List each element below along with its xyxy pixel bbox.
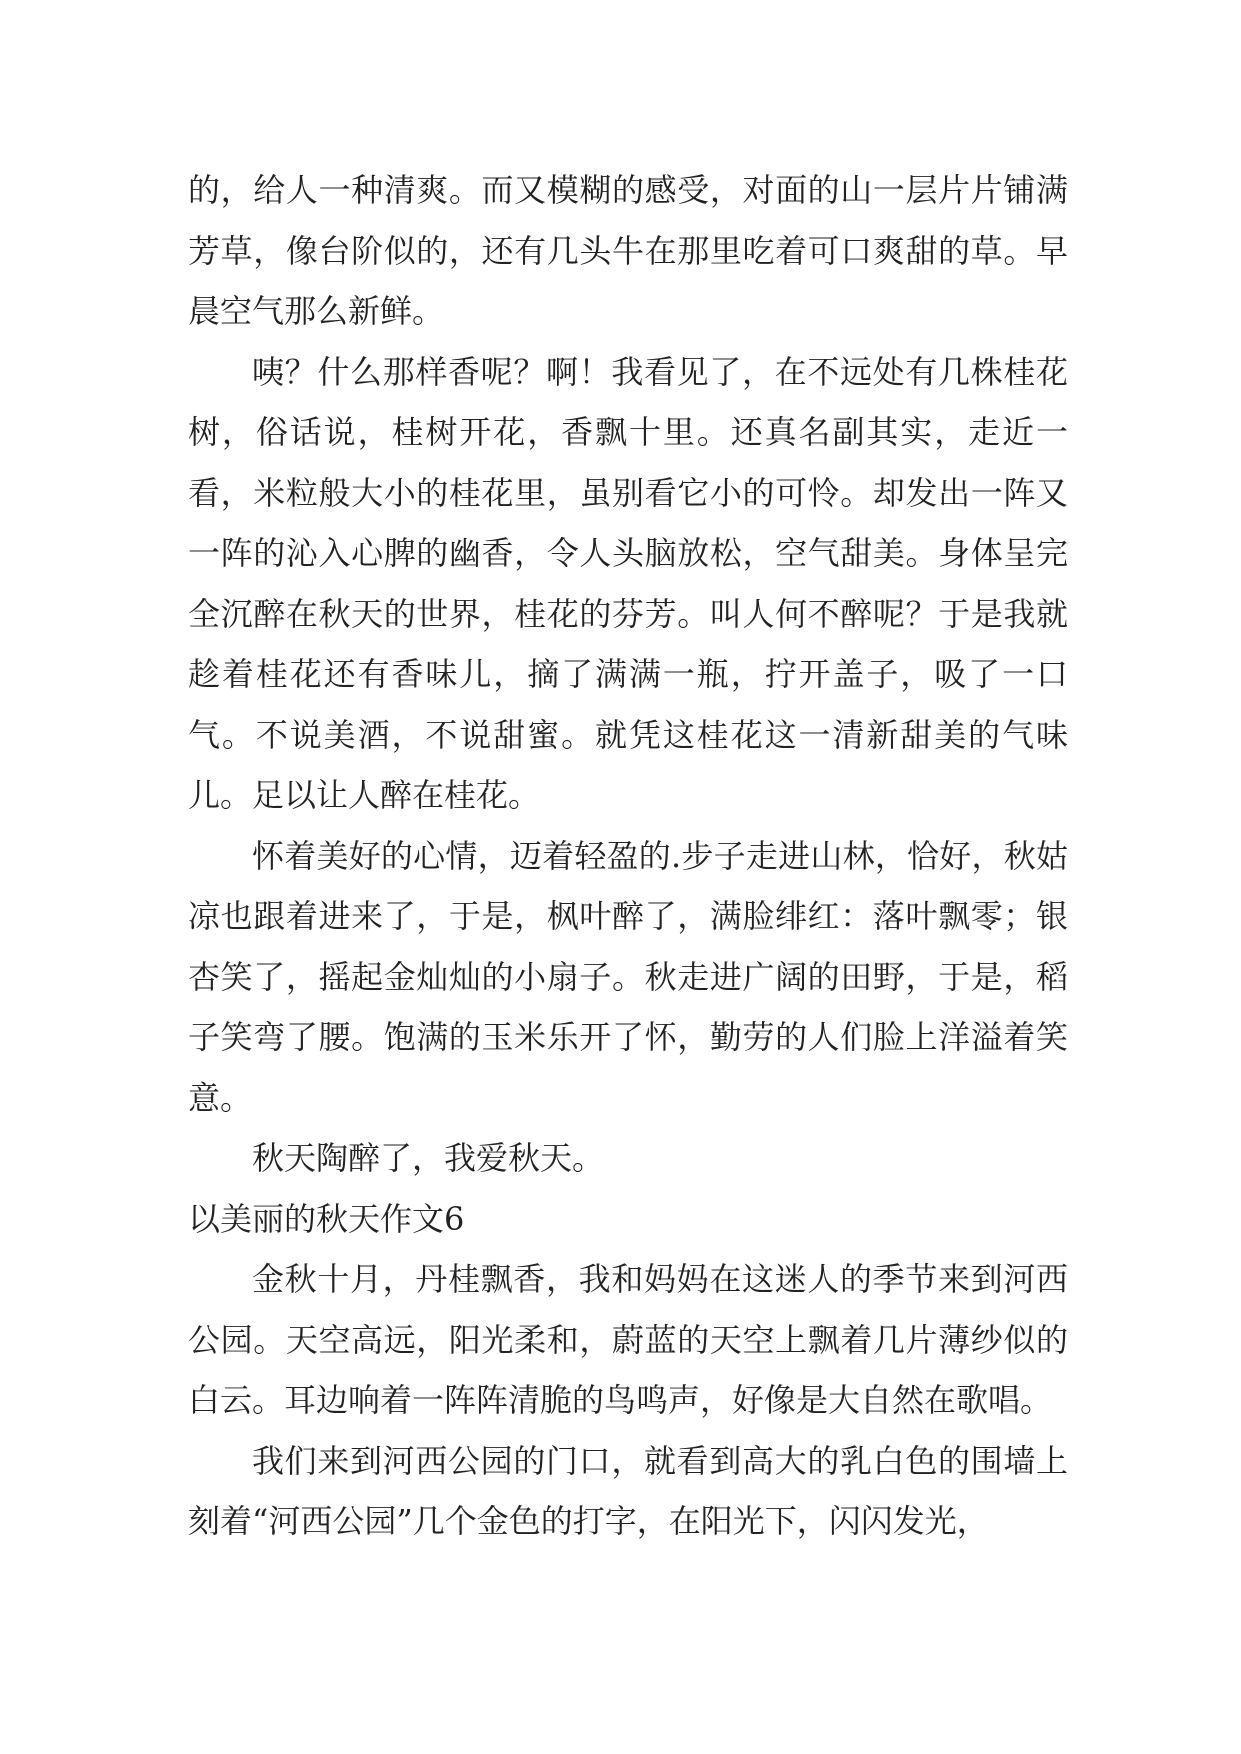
paragraph-1: 的，给人一种清爽。而又模糊的感受，对面的山一层片片铺满芳草，像台阶似的，还有几头牛在那里吃着可口爽甜的草。早晨空气那么新鲜。 bbox=[188, 171, 1068, 330]
paragraph-6: 我们来到河西公园的门口，就看到高大的乳白色的围墙上刻着“河西公园”几个金色的打字，在阳光下，闪闪发光， bbox=[188, 1441, 1068, 1540]
paragraph-4: 秋天陶醉了，我爱秋天。 bbox=[252, 1139, 605, 1177]
paragraph-2: 咦？什么那样香呢？啊！我看见了，在不远处有几株桂花树，俗话说，桂树开花，香飘十里。还真名副其实，走近一看，米粒般大小的桂花里，虽别看它小的可怜。却发出一阵又一阵的沁入心脾的幽香，令人头脑放松，空气甜美。身体呈完全沉醉在秋天的世界，桂花的芬芳。叫人何不醉呢？于是我就趁着桂花还有香味儿，摘了满满一瓶，拧开盖子，吸了一口气。不说美酒，不说甜蜜。就凭这桂花这一清新甜美的气味儿。足以让人醉在桂花。 bbox=[188, 352, 1068, 814]
section-heading: 以美丽的秋天作文6 bbox=[188, 1199, 465, 1238]
paragraph-3: 怀着美好的心情，迈着轻盈的.步子走进山林，恰好，秋姑凉也跟着进来了，于是，枫叶醉了，满脸绯红：落叶飘零；银杏笑了，摇起金灿灿的小扇子。秋走进广阔的田野，于是，稻子笑弯了腰。饱满的玉米乐开了怀，勤劳的人们脸上洋溢着笑意。 bbox=[188, 836, 1068, 1117]
paragraph-5: 金秋十月，丹桂飘香，我和妈妈在这迷人的季节来到河西公园。天空高远，阳光柔和，蔚蓝的天空上飘着几片薄纱似的白云。耳边响着一阵阵清脆的鸟鸣声，好像是大自然在歌唱。 bbox=[188, 1260, 1068, 1419]
document-body bbox=[188, 160, 1068, 1552]
